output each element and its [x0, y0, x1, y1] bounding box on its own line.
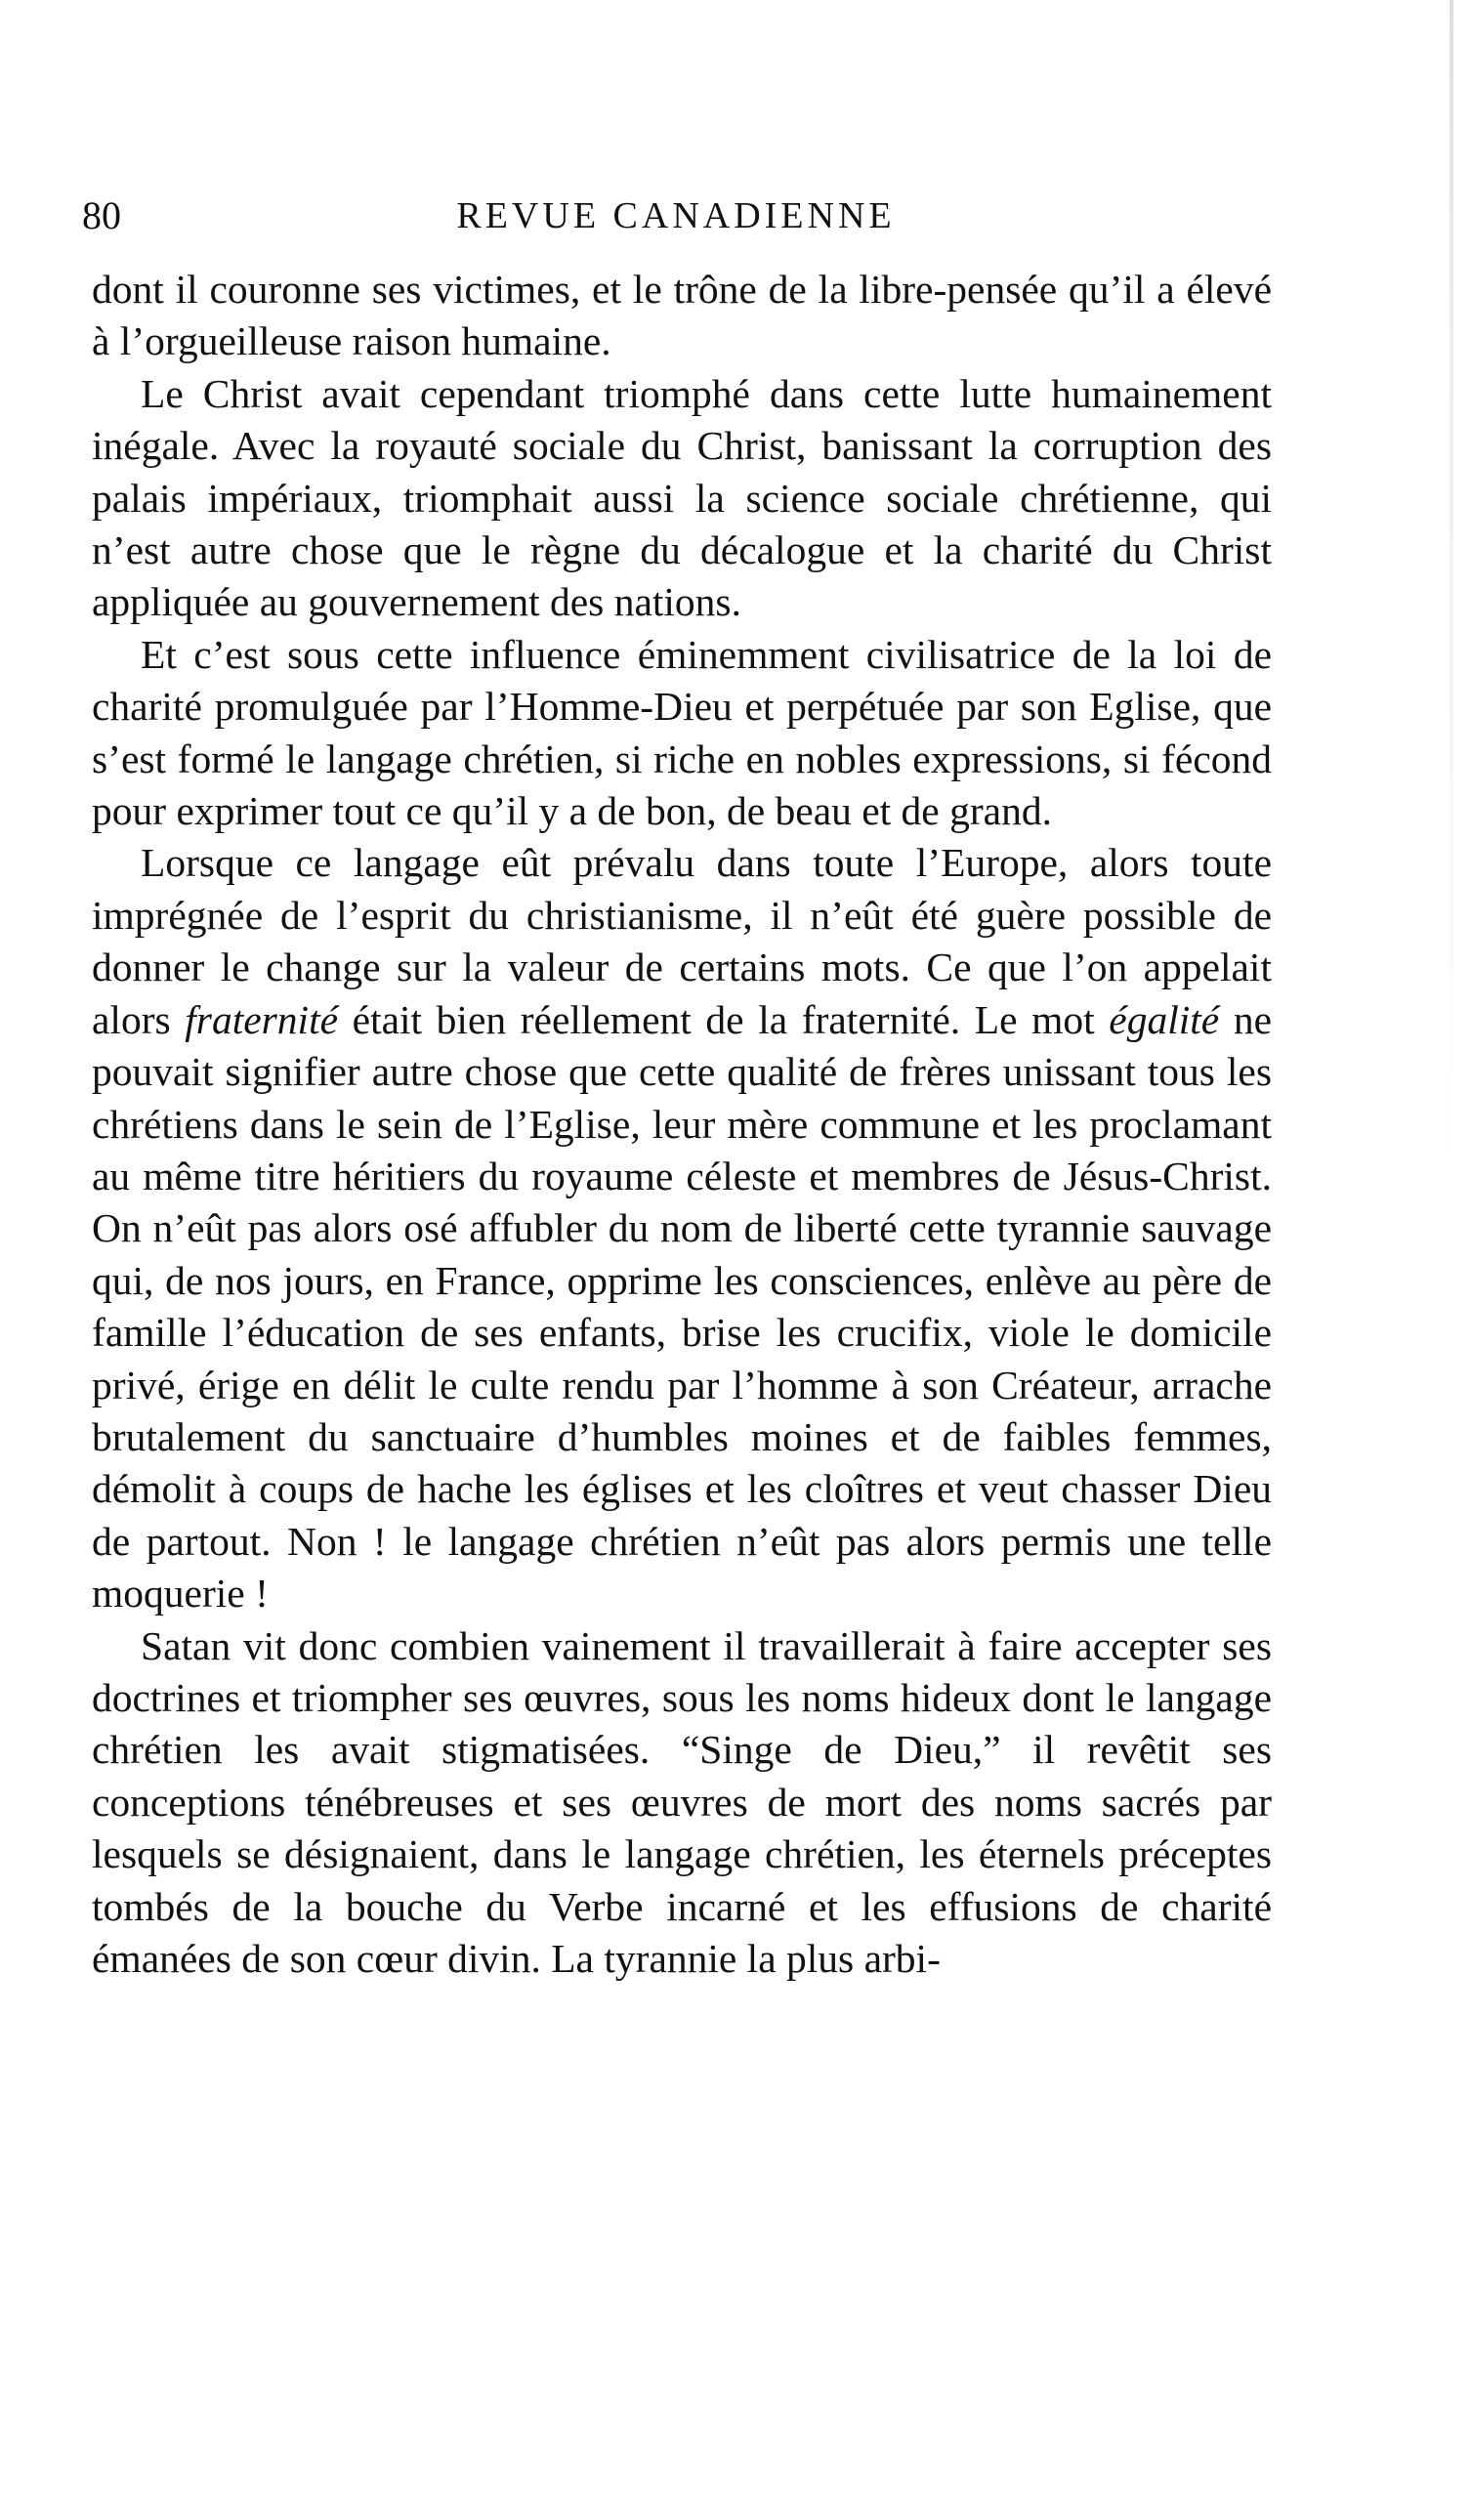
- scan-edge-noise: [1450, 0, 1453, 1172]
- paragraph-text: ne pouvait signifier autre chose que cette qualité de frères unissant tous les chrétiens dans le sein de l’Eglise, leur mère commune et les proclamant au même titre héritiers du royaume céleste et membres de Jésus-Christ. On n’eût pas alors osé affubler du nom de liberté cette tyrannie sauvage qui, de nos jours, en France, opprime les consciences, enlève au père de famille l’éducation de ses enfants, brise les crucifix, viole le domicile privé, érige en délit le culte rendu par l’homme à son Créateur, arrache brutalement du sanctuaire d’humbles moines et de faibles femmes, démolit à coups de hache les églises et les cloîtres et veut chasser Dieu de partout. Non ! le langage chrétien n’eût pas alors permis une telle moquerie !: [92, 996, 1273, 1617]
- paragraph-text: Le Christ avait cependant triomphé dans cette lutte humainement inégale. Avec la royauté sociale du Christ, banissant la corruption des palais impériaux, triomphait aussi la science sociale chrétienne, qui n’est autre chose que le règne du décalogue et la charité du Christ appliquée au gouvernement des nations.: [92, 370, 1272, 625]
- paragraph: [92, 264, 1272, 368]
- paragraph: [92, 368, 1272, 629]
- paragraph: [92, 837, 1272, 1619]
- paragraph: [92, 629, 1272, 838]
- body-text: [92, 264, 1272, 1985]
- page-header: [82, 191, 1270, 250]
- page-number: 80: [82, 193, 121, 237]
- italic-term: égalité: [1109, 996, 1220, 1042]
- italic-term: fraternité: [185, 996, 339, 1042]
- paragraph-text: dont il couronne ses victimes, et le trône de la libre-pensée qu’il a élevé à l’orgueilleuse raison humaine.: [92, 267, 1272, 364]
- paragraph-text: Lorsque ce langage eût prévalu dans toute l’Europe, alors toute imprégnée de l’esprit du christianisme, il n’eût été guère possible de donner le change sur la valeur de certains mots. Ce que l’on appelait alors: [92, 840, 1272, 1042]
- paragraph-text: Satan vit donc combien vainement il travaillerait à faire accepter ses doctrines et triompher ses œuvres, sous les noms hideux dont le langage chrétien les avait stigmatisées. “Singe de Dieu,” il revêtit ses conceptions ténébreuses et ses œuvres de mort des noms sacrés par lesquels se désignaient, dans le langage chrétien, les éternels préceptes tombés de la bouche du Verbe incarné et les effusions de charité émanées de son cœur divin. La tyrannie la plus arbi-: [92, 1622, 1272, 1981]
- paragraph-text: était bien réellement de la fraternité. Le mot: [338, 996, 1110, 1042]
- paragraph-text: Et c’est sous cette influence éminemment civilisatrice de la loi de charité promulguée par l’Homme-Dieu et perpétuée par son Eglise, que s’est formé le langage chrétien, si riche en nobles expressions, si fécond pour exprimer tout ce qu’il y a de bon, de beau et de grand.: [92, 631, 1272, 834]
- paragraph: [92, 1620, 1272, 1986]
- running-head: REVUE CANADIENNE: [456, 195, 896, 236]
